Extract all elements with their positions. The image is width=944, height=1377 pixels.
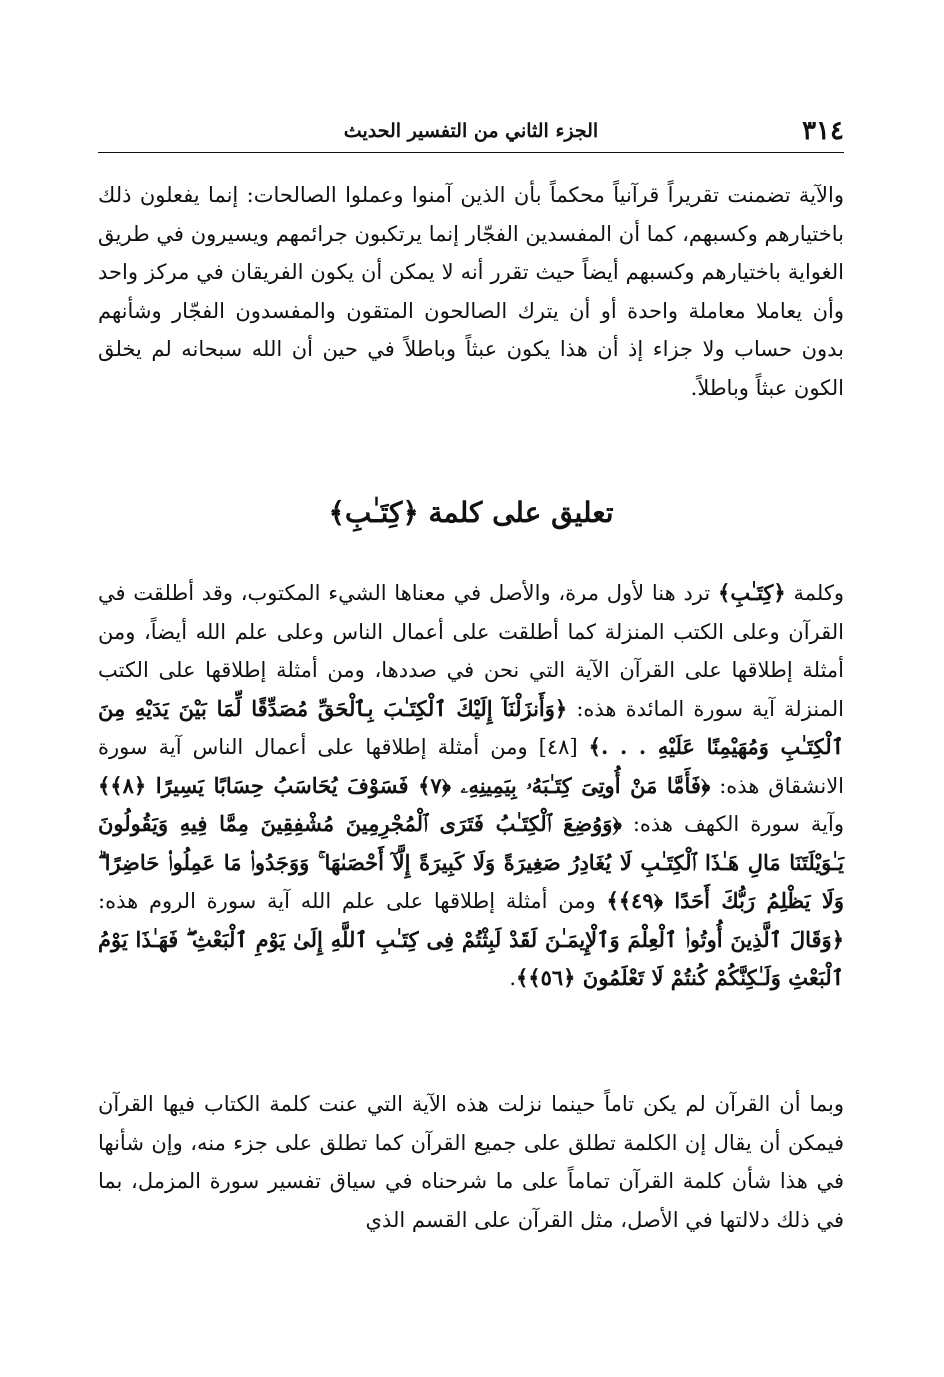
book-page <box>98 0 844 1377</box>
paragraph-1: والآية تضمنت تقريراً قرآنياً محكماً بأن الذين آمنوا وعملوا الصالحات: إنما يفعلون ذلك باختيارهم وكسبهم، كما أن المفسدين الفجّار إنما يرتكبون جرائمهم ويسيرون في طريق الغواية باختيارهم وكسبهم أيضاً حيث تقرر أنه لا يمكن أن يكون الفريقان في مركز واحد وأن يعاملا معاملة واحدة أو أن يترك الصالحون المتقون والمفسدون الفجّار وشأنهم بدون حساب ولا جزاء إذ أن هذا يكون عبثاً وباطلاً في حين أن الله سبحانه لم يخلق الكون عبثاً وباطلاً. <box>98 183 844 400</box>
section-heading-word: ﴿كِتَـٰبِ﴾ <box>328 496 419 529</box>
kitab-word: ﴿كِتَـٰبِ﴾ <box>718 580 786 605</box>
page-header <box>98 112 844 153</box>
quran-quote-rum: ﴿وَقَالَ ٱلَّذِينَ أُوتُوا۟ ٱلْعِلْمَ وَٱلْإِيمَـٰنَ لَقَدْ لَبِثْتُمْ فِى كِتَـٰبِ ٱللَّهِ إِلَىٰ يَوْمِ ٱلْبَعْثِ ۖ فَهَـٰذَا يَوْمُ ٱلْبَعْثِ وَلَـٰكِنَّكُمْ كُنتُمْ لَا تَعْلَمُونَ ﴿٥٦﴾﴾ <box>98 926 844 990</box>
quran-quote-kahf: ﴿وَوُضِعَ ٱلْكِتَـٰبُ فَتَرَى ٱلْمُجْرِمِينَ مُشْفِقِينَ مِمَّا فِيهِ وَيَقُولُونَ يَـٰوَيْلَتَنَا مَالِ هَـٰذَا ٱلْكِتَـٰبِ لَا يُغَادِرُ صَغِيرَةً وَلَا كَبِيرَةً إِلَّآ أَحْصَىٰهَا ۚ وَوَجَدُوا۟ مَا عَمِلُوا۟ حَاضِرًا ۗ وَلَا يَظْلِمُ رَبُّكَ أَحَدًا ﴿٤٩﴾﴾ <box>98 811 844 913</box>
page-number: ٣١٤ <box>802 116 844 146</box>
paragraph-2-text-2: ترد هنا لأول مرة، والأصل في معناها الشيء المكتوب، وقد أطلقت في القرآن وعلى الكتب المنزلة كما أطلقت على أعمال الناس وعلى علم الله أيضاً، ومن أمثلة إطلاقها على القرآن الآية التي نحن في صددها، ومن أمثلة إطلاقها على الكتب المنزلة آية سورة المائدة هذه: <box>98 581 845 721</box>
section-heading <box>98 496 844 529</box>
paragraph-2-text-5: ومن أمثلة إطلاقها على علم الله آية سورة الروم هذه: <box>98 889 596 913</box>
verse-reference: [٤٨] <box>538 735 578 759</box>
paragraph-2-text-1: وكلمة <box>793 581 844 605</box>
paragraph-2-end: . <box>509 966 516 990</box>
running-title: الجزء الثاني من التفسير الحديث <box>343 120 599 142</box>
quran-quote-maidah: ﴿وَأَنزَلْنَآ إِلَيْكَ ٱلْكِتَـٰبَ بِٱلْحَقِّ مُصَدِّقًا لِّمَا بَيْنَ يَدَيْهِ مِنَ ٱلْكِتَـٰبِ وَمُهَيْمِنًا عَلَيْهِ . . .﴾ <box>98 695 844 759</box>
paragraph-2 <box>98 574 844 998</box>
paragraph-2-text-3: ومن أمثلة إطلاقها على أعمال الناس آية سورة الانشقاق هذه: <box>98 735 845 798</box>
quran-quote-inshiqaq: ﴿فَأَمَّا مَنْ أُوتِىَ كِتَـٰبَهُۥ بِيَمِينِهِۦ ﴿٧﴾ فَسَوْفَ يُحَاسَبُ حِسَابًا يَسِيرًا ﴿٨﴾﴾ <box>98 772 711 798</box>
paragraph-2-text-4: وآية سورة الكهف هذه: <box>632 812 845 836</box>
paragraph-3: وبما أن القرآن لم يكن تاماً حينما نزلت هذه الآية التي عنت كلمة الكتاب فيها القرآن فيمكن أن يقال إن الكلمة تطلق على جميع القرآن كما تطلق على جزء منه، وإن شأنها في هذا شأن كلمة القرآن تماماً على ما شرحناه في سياق تفسير سورة المزمل، بما في ذلك دلالتها في الأصل، مثل القرآن على القسم الذي <box>98 1092 845 1232</box>
section-heading-prefix: تعليق على كلمة <box>428 496 614 529</box>
